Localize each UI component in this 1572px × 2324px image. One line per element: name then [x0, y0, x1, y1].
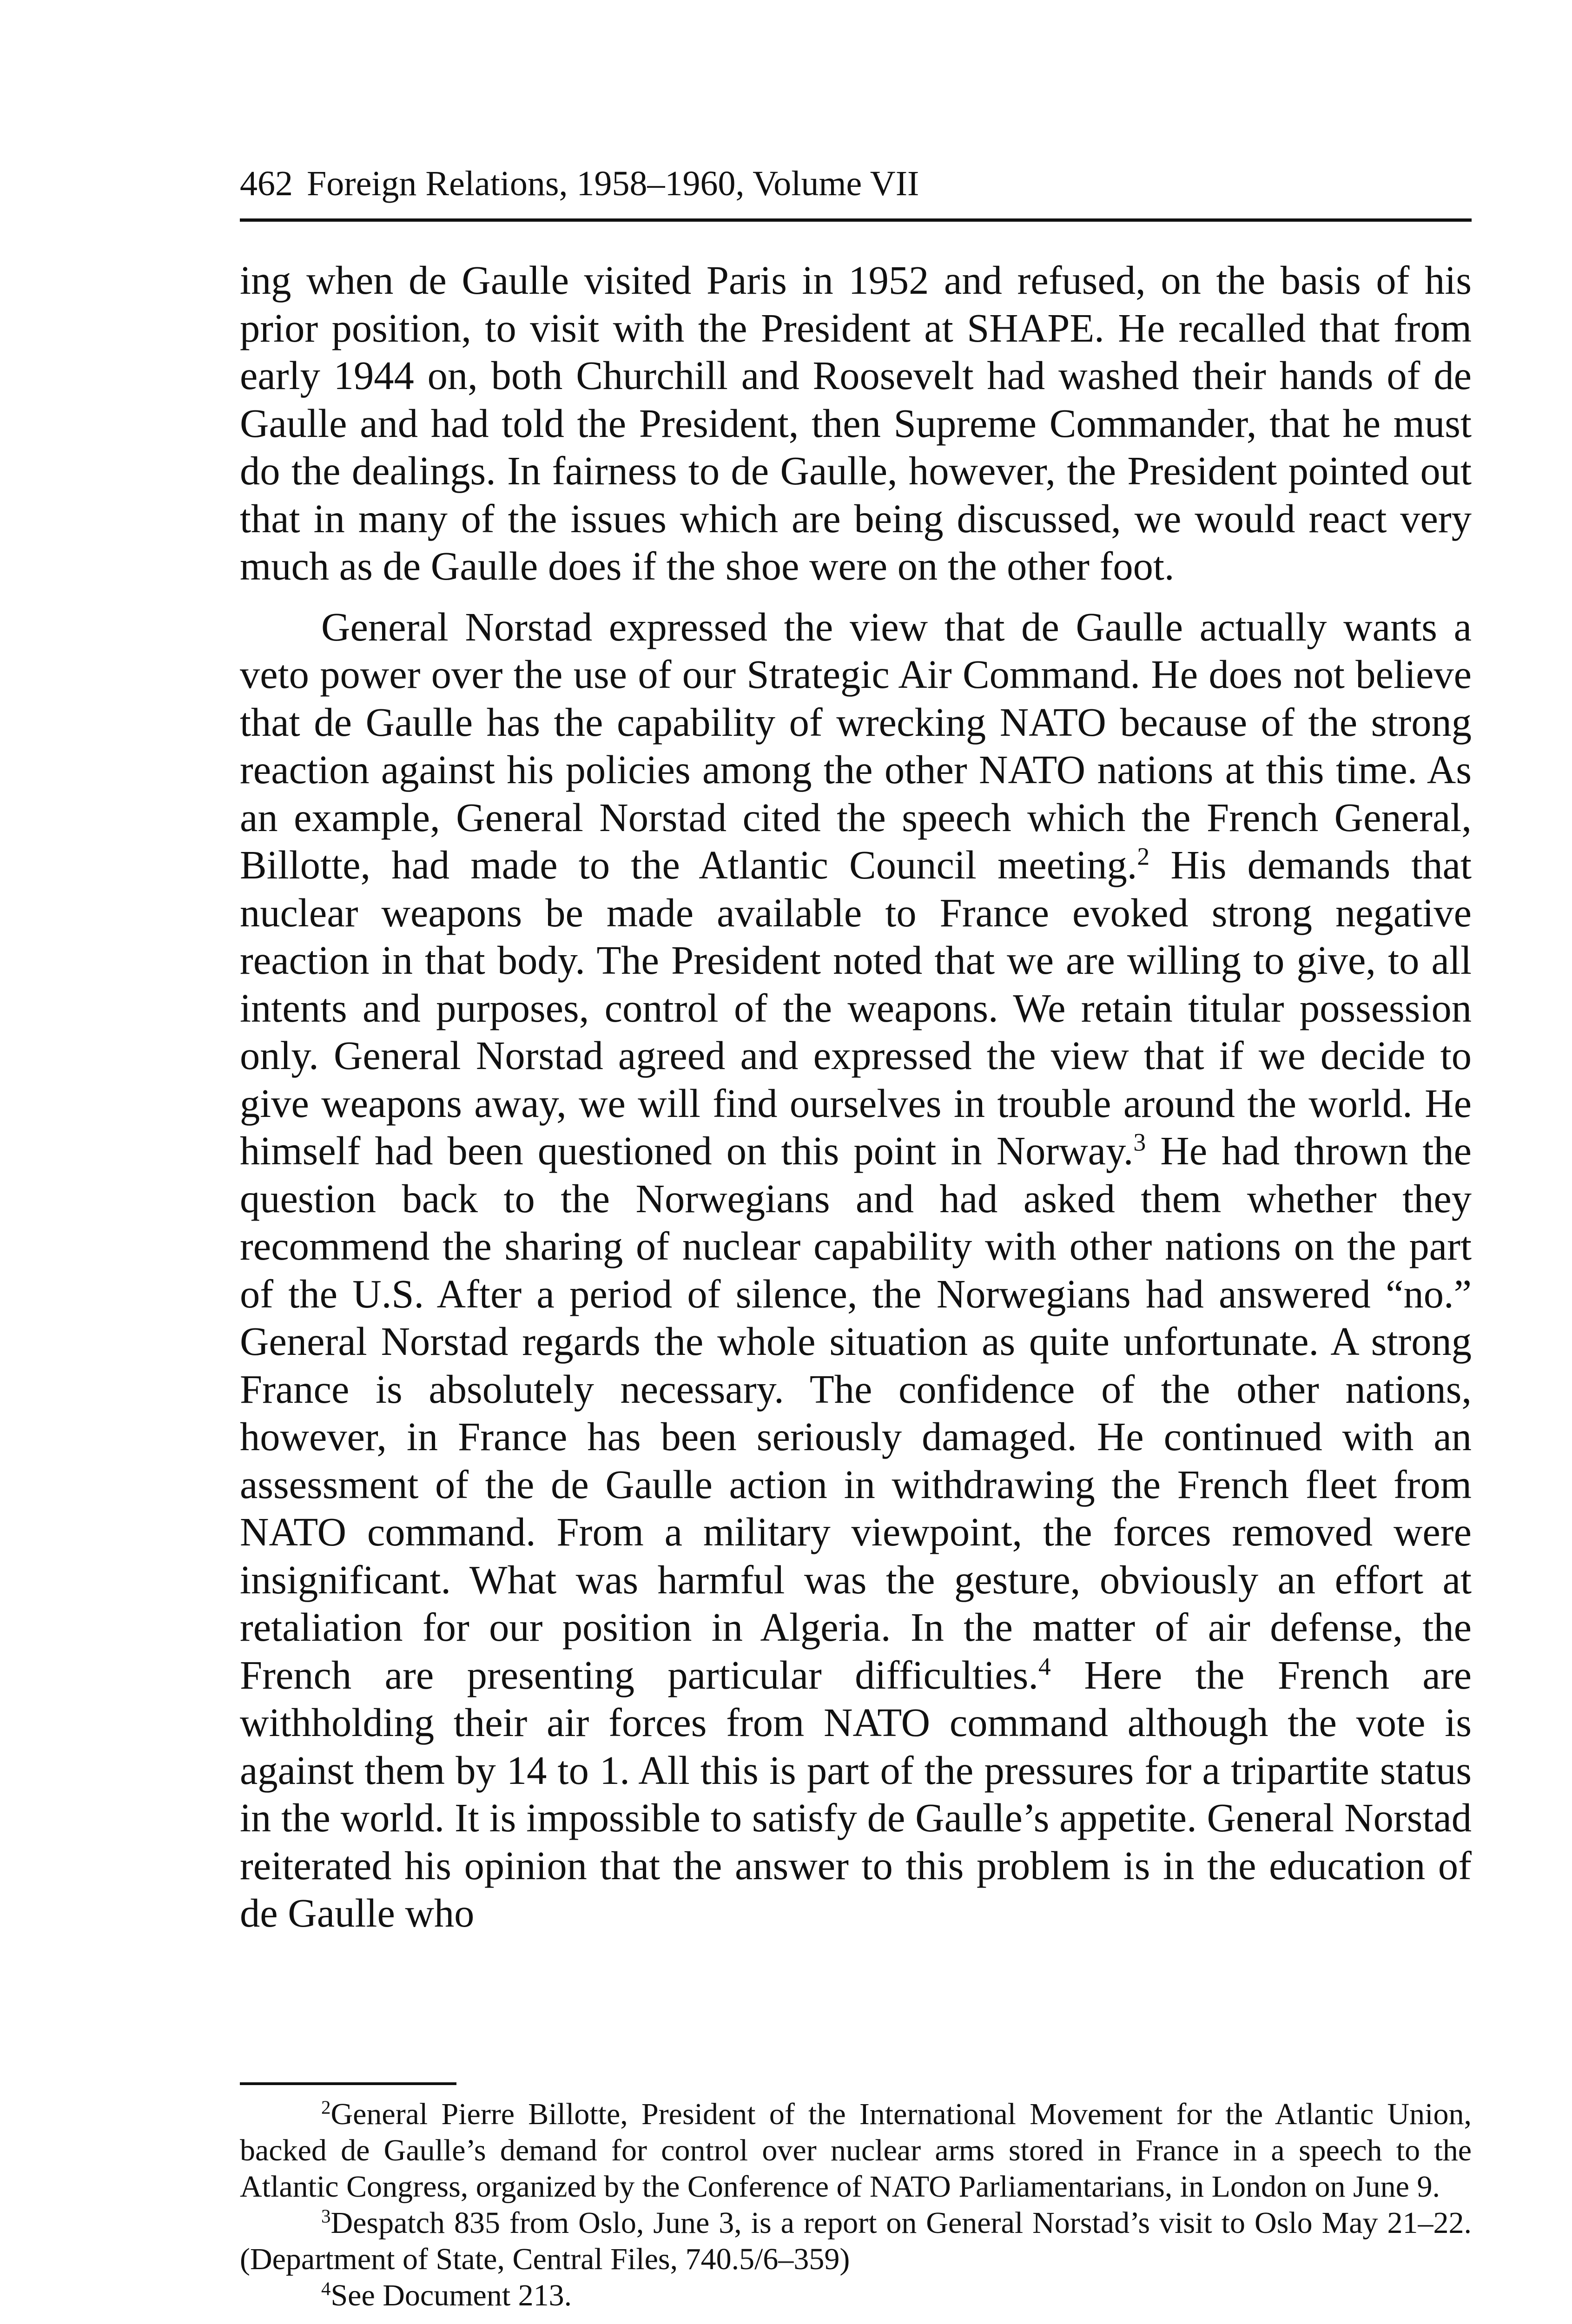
footnote-marker: 3 — [321, 2205, 331, 2227]
footnote-rule — [240, 2082, 456, 2085]
paragraph-2-part-c: He had thrown the question back to the Norwegians and had asked them whether they recommend the sharing of nuclear capability with other nations on the part of the U.S. After a period of silence, the Norwegians had answered “no.” General Norstad regards the whole situation as quite unfortunate. A strong France is absolutely necessary. The confidence of the other nations, however, in France has been seriously damaged. He continued with an assessment of the de Gaulle action in withdrawing the French fleet from NATO command. From a military viewpoint, the forces removed were insignificant. What was harmful was the gesture, obviously an effort at retaliation for our position in Algeria. In the matter of air defense, the French are presenting particular difficulties. — [240, 1129, 1472, 1697]
footnotes — [240, 2096, 1472, 2314]
footnote-text: Despatch 835 from Oslo, June 3, is a report on General Norstad’s visit to Oslo May 21–22. (Department of State, Central Files, 740.5/6–359) — [240, 2206, 1472, 2276]
footnote-ref-3[interactable]: 3 — [1133, 1128, 1146, 1156]
footnote-marker: 2 — [321, 2097, 331, 2118]
header-rule — [240, 218, 1472, 222]
footnote-3 — [240, 2205, 1472, 2278]
paragraph-2 — [240, 603, 1472, 1937]
footnote-4 — [240, 2278, 1472, 2314]
running-header — [240, 160, 1472, 207]
paragraph-2-part-d: Here the French are withholding their air forces from NATO command although the vote is against them by 14 to 1. All this is part of the pressures for a tripartite status in the world. It is impossible to satisfy de Gaulle’s appetite. General Norstad reiterated his opinion that the answer to this problem is in the education of de Gaulle who — [240, 1652, 1472, 1935]
paragraph-2-part-b: His demands that nuclear weapons be made available to France evoked strong negative reaction in that body. The President noted that we are willing to give, to all intents and purposes, control of the weapons. We retain titular possession only. General Norstad agreed and expressed the view that if we decide to give weapons away, we will find ourselves in trouble around the world. He himself had been questioned on this point in Norway. — [240, 843, 1472, 1173]
body-text — [240, 257, 1472, 1937]
footnote-ref-2[interactable]: 2 — [1137, 842, 1150, 871]
footnote-2 — [240, 2096, 1472, 2205]
paragraph-2-part-a: General Norstad expressed the view that de Gaulle actually wants a veto power over the use of our Strategic Air Command. He does not believe that de Gaulle has the capability of wrecking NATO because of the strong reaction against his policies among the other NATO nations at this time. As an example, General Norstad cited the speech which the French General, Billotte, had made to the Atlantic Council meeting. — [240, 604, 1472, 887]
footnote-text: General Pierre Billotte, President of the International Movement for the Atlantic Union, backed de Gaulle’s demand for control over nuclear arms stored in France in a speech to the Atlantic Congress, organized by the Conference of NATO Parliamentarians, in London on June 9. — [240, 2097, 1472, 2204]
footnote-text: See Document 213. — [330, 2278, 572, 2312]
running-title: Foreign Relations, 1958–1960, Volume VII — [307, 164, 919, 203]
page-number: 462 — [240, 164, 293, 203]
footnote-ref-4[interactable]: 4 — [1038, 1652, 1051, 1681]
footnote-marker: 4 — [321, 2278, 331, 2299]
paragraph-1: ing when de Gaulle visited Paris in 1952 and refused, on the basis of his prior position, to visit with the President at SHAPE. He recalled that from early 1944 on, both Churchill and Roosevelt had washed their hands of de Gaulle and had told the President, then Supreme Commander, that he must do the dealings. In fairness to de Gaulle, however, the President pointed out that in many of the issues which are being discussed, we would react very much as de Gaulle does if the shoe were on the other foot. — [240, 258, 1472, 588]
